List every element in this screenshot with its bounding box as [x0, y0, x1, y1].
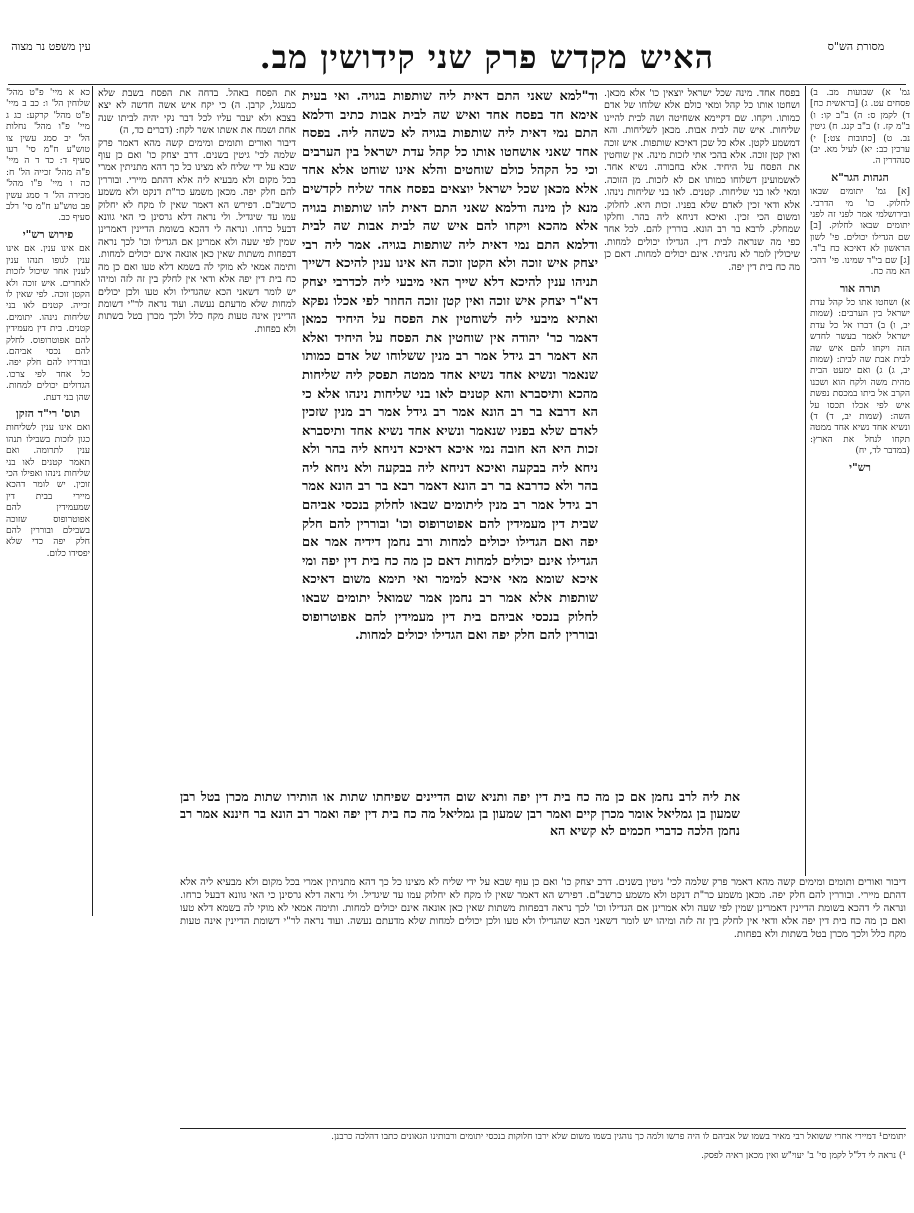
page-title: האיש מקדש פרק שני קידושין מב. — [259, 38, 714, 76]
torah-or-heading: תורה אור — [839, 281, 881, 295]
rashi-gloss-text: אם אינו ענין. אם אינו ענין לגופו תנהו ענין לענין אחר שיכול לזכות לאחרים. איש זוכה ולא הקטן זוכה. לפי שאין לו זכייה. קטנים לאו בני שליחות נינהו. יתומים. קטנים. בית דין מעמידין להם אפוטרופוס. לחלק להם נכסי אביהם. ובורריו להם חלק יפה. כל אחד לפי צרכו. הגדולים יכולים למחות. שהן בני דעת. — [6, 244, 90, 403]
rashi-column — [604, 88, 800, 788]
gemara-siyum-text: את ליה לרב נחמן אם כן מה כח בית דין יפה ותניא שום הדיינים שפיחתו שתות או הותירו שתות מכרן בטל רבן שמעון בן גמליאל אומר מכרן קיים ואמר רבן שמעון בן גמליאל מה כח בית דין יפה ואמר רב הונא בר חיננא אמר רב נחמן הלכה כדברי חכמים לא קשיא הא — [180, 789, 740, 838]
tosfot-block — [180, 876, 906, 1126]
inner-commentary-text: את הפסח באהל. בדחה את הפסח בשבת שלא כמעגל, קרבן. ה) כי יקח איש אשה חדשה לא יצא בצבא ולא יעבר עליו לכל דבר נקי יהיה לביתו שנה אחת ושמח את אשתו אשר לקח: (דברים כד, ה) — [98, 88, 296, 137]
divider-left — [92, 86, 93, 916]
divider-right — [805, 86, 806, 876]
tosfot-rid-heading: תוס' רי"ד הזקן — [15, 406, 81, 420]
gemara-text: וד"למא שאני התם דאית ליה שותפות בגויה. ואי בעית אימא חד בפסח אחד ואיש שה לבית אבות כתיב ודלמא התם נמי דאית ליה שותפות בגויה לא כשהה ליה. בפסח אחד שאני אושחטו אותו כל קהל עדת ישראל בין הערבים וכי כל הקהל כולם שוחטים והלא אינו שוחט אלא אחד אלא מכאן שכל ישראל יוצאים בפסח אחד שליח לקדשים מנא לן מינה ודלמא שאני התם דאית להו שותפות בגויה אלא מהכא ויקחו להם איש שה לבית אבות שה לבית ודלמא התם נמי דאית ליה שותפות בגויה. אמר ליה רבי יצחק איש זוכה ולא הקטן זוכה הא אינו ענין להיכא דשייך תניהו ענין להיכא דלא שייך האי מיבעי ליה לכדרבי יצחק דא"ר יצחק איש זוכה ואין קטן זוכה החוזר לפי אכלו נפקא ואתיא מיבעי ליה לשוחטין את הפסח על היחיד כמאן דאמר כר' יהודה אין שוחטין את הפסח על היחיד ואלא הא דאמר רב גידל אמר רב מנין ששלוחו של אדם כמותו שנאמר ונשיא אחד נשיא אחד ממטה תפסק ליה שליחות מהכא ותיסברא והא קטנים לאו בני שליחות נינהו אלא כי הא דרבא בר רב הונא אמר רב גידל אמר רב מנין שזכין לאדם שלא בפניו שנאמר ונשיא אחד נשיא אחד ותיסברא זכות היא הא חובה נמי איכא דאיכא דניחא ליה בהר ולא ניחא ליה בבקעה ואיכא דניחא ליה בבקעה ולא ניחא ליה בהר ולא כדרבא בר רב הונא דאמר רבא בר רב הונא אמר רב גידל אמר רב מנין ליתומים שבאו לחלוק בנכסי אביהם שבית דין מעמידין להם אפוטרופוס וכו' ובוררין להם חלק יפה ואם הגדילו יכולים למחות ורב נחמן דידיה אמר אם הגדילו אינם יכולים למחות דאם כן מה כח בית דין יפה ומי איכא שומא מאי איכא למימר ואי תימא משום דאיכא שותפות אלא אמר רב נחמן אמר שמואל יתומים שבאו לחלוק בנכסי אביהם בית דין מעמידין להם אפוטרופוס ובוררין להם חלק יפה ואם הגדילו יכולים למחות. — [302, 89, 598, 644]
footnote-2: ¹) נראה לי דל"ל לקמן סי' ב' יעוי"ש ואין מכאן ראיה לפסק. — [701, 1151, 906, 1162]
left-column — [6, 88, 90, 1193]
right-column — [810, 88, 910, 878]
rashi-text: בפסח אחד. מינה שכל ישראל יוצאין כו' אלא מכאן. ושחטו אותו כל קהל ומאי כולם אלא שלוחו של אדם כמותו. ויקחו. שם דקיימא אשחיטה ושה לבית להיינו שליחות. איש שה לבית אבות. מכאן לשליחות. והא דמשמע לקטן. אלא כל שכן דאיכא שותפות. איש זוכה ואין קטן זוכה. אלא בהכי אתי לזכות מינה. אין שוחטין את הפסח על היחיד. אלא בחבורה. נשיא אחד. לאשמועינן דשלוחו כמותו אם לא לזכות. מן הזוכה. ומאי לאו בני שליחות. קטנים. לאו בני שליחות נינהו. אלא ודאי זכין לאדם שלא בפניו. זכות היא. לחלוק. ומשום הכי זכין. ואיכא דניחא ליה בהר. וחלקו שמחלק. לרבא בר רב הונא. בוררין להם. לכל אחד כפי מה שנראה לבית דין. הגדילו יכולים למחות. שיכולין לומר לא נהניתי. אינם יכולים למחות. דאם כן מה כח בית דין יפה. — [604, 88, 800, 273]
hagahot-heading: הגהות הגר"א — [831, 170, 889, 184]
tosfot-text: דיבור ואורים ותומים ומימים קשה מהא דאמר פרק שלמה לכי' גיטין בשנים. דרב יצחק כו' ואם כן עוף שבא על ידי שליח לא מצינו כל כך דהא מתניתין אמרי בכל מקום ולא מבעיא ליה אלא דהתם מיירי. ובוררין להם חלק יפה. מכאן משמע כר"ת דנקט ולא משמע כרשב"ם. דפירש הא דאמר שאין לו מקח לא יחלוק עמו עד שיגדיל. ולי נראה דלא גרסינן כי האי גוונא דבעל כרחו. ונראה לי דהכא בשומת הדיינין דאמרינן שמין לפי שעה ולא אמרינן אם הגדילו וכו' לכך נראה דבפחות משתות שאין כאן אונאה אינם יכולים למחות. ותימה אמאי לא מוקי לה בשמא דלא טעו ואם כן מה כח בית דין יפה אלא ודאי אין לחלק בין זה לזה ומיהו יש לומר דשאני הכא שהגדילו ולא טעו ולכן יכולים למחות שלא מדעתם נעשה. ועוד נראה לר"י דשומת הדיינין אינה טעות מקח כלל ולכך מכרן בטל בשתות ולא בפחות. — [180, 877, 906, 940]
ein-mishpat-label: עין משפט נר מצוה — [11, 40, 91, 53]
ein-mishpat-text: כא א מיי' פ"ט מהל' שלוחין הל' ו: כב ב מיי' פ"ט מהל' קרקע: כג ג מיי' פ"ו מהל' נחלות הל' יב סמג עשין צו טוש"ע ח"מ סי' רעו סעיף ד: כד ד ה מיי' פ"ה מהל' זכייה הל' ח: כה ו מיי' פ"ו מהל' מכירה הל' ד סמג עשין פב טוש"ע ח"מ סי' רלב סעיף כב. — [6, 88, 90, 224]
page-header — [0, 34, 914, 84]
header-rule — [8, 84, 906, 85]
torah-or-text: א) ושחטו אתו כל קהל עדת ישראל בין הערבים: (שמות יב, ו) ב) דברו אל כל עדת ישראל לאמר בעשר לחדש הזה ויקחו להם איש שה לבית אבת שה לבית: (שמות יב, ג) ג) ואם ימעט הבית מהית משה ולקח הוא ושכנו הקרב אל ביתו במכסת נפשת איש לפי אכלו תכסו על השה: (שמות יב, ד) ד) ונשיא אחד נשיא אחד ממטה תקחו לנחל את הארץ: (במדבר לד, יח) — [810, 297, 910, 457]
tosfot-rid-text: ואם אינו ענין לשליחות כגון לזכות בשבילו תנהו ענין לתרומה. ואם תאמר קטנים לאו בני שליחות נינהו ואפילו הכי זוכין. יש לומר דהכא מיירי בבית דין שמעמידין להם אפוטרופוס שזוכה בשבילם ובוררין להם חלק יפה כדי שלא יפסידו כלום. — [6, 423, 90, 559]
footnote-1: יתומים¹ דמיירי אחרי ששואל רבי מאיר בשמו של אביהם לו היה פרשו ולמה כך נוהגין בשמו משום שלא ירבו חלוקות בנכסי יתומים ורבותינו הגאונים כתבו דהלכה כרבנן. — [331, 1132, 906, 1142]
gemara-siyum — [180, 788, 740, 868]
inner-commentary-continued: דיבור ואורים ותומים ומימים קשה מהא דאמר פרק שלמה לכי' גיטין בשנים. דרב יצחק כו' ואם כן עוף שבא על ידי שליח לא מצינו כל כך דהא מתניתין אמרי בכל מקום ולא מבעיא ליה אלא דהתם מיירי. ובוררין להם חלק יפה. מכאן משמע כר"ת דנקט ולא משמע כרשב"ם. דפירש הא דאמר שאין לו מקח לא יחלוק עמו עד שיגדיל. ולי נראה דלא גרסינן כי האי גוונא דבעל כרחו. ונראה לי דהכא בשומת הדיינין דאמרינן שמין לפי שעה ולא אמרינן אם הגדילו וכו' לכך נראה דבפחות משתות שאין כאן אונאה אינם יכולים למחות. ותימה אמאי לא מוקי לה בשמא דלא טעו ואם כן מה כח בית דין יפה אלא ודאי אין לחלק בין זה לזה ומיהו יש לומר דשאני הכא שהגדילו ולא טעו ולכן יכולים למחות שלא מדעתם נעשה. ועוד נראה לר"י דשומת הדיינין אינה טעות מקח כלל ולכך מכרן בטל בשתות ולא בפחות. — [98, 137, 296, 335]
gemara-column — [302, 88, 598, 788]
rashi-gloss-heading: פירוש רש"י — [22, 227, 74, 241]
footnote-rule — [180, 1128, 906, 1129]
hagahot-text: [א] גמ' יתומים שבאו לחלוק. כו' מי הדרבי. ובירושלמי אמר לפני זה לפני יתומים שבאו לחלוק. [ב] שם הגדילו יכולים. פי' לשון הראשון לא דאיכא כח ב"ד. [ג] שם בי"ד שמינו. פי' דהכי הא מה כח. — [810, 187, 910, 278]
rashi-box-heading: רש"י — [849, 460, 871, 474]
inner-commentary-column — [98, 88, 296, 808]
footnotes — [180, 1132, 906, 1192]
masoret-text: גמ' א) שבועות מב. ב) פסחים עט. ג) [בראשית כח] ד) לקמן ס: ה) ב"ב קו: ו) ב"מ קז. ז) ב"ב קנג. ח) גיטין נב. ט) [כתובות צט:] י) ערכין כב: יא) לעיל מא. יב) סנהדרין ה. — [810, 88, 910, 167]
masoret-label: מסורת הש"ס — [827, 40, 885, 53]
